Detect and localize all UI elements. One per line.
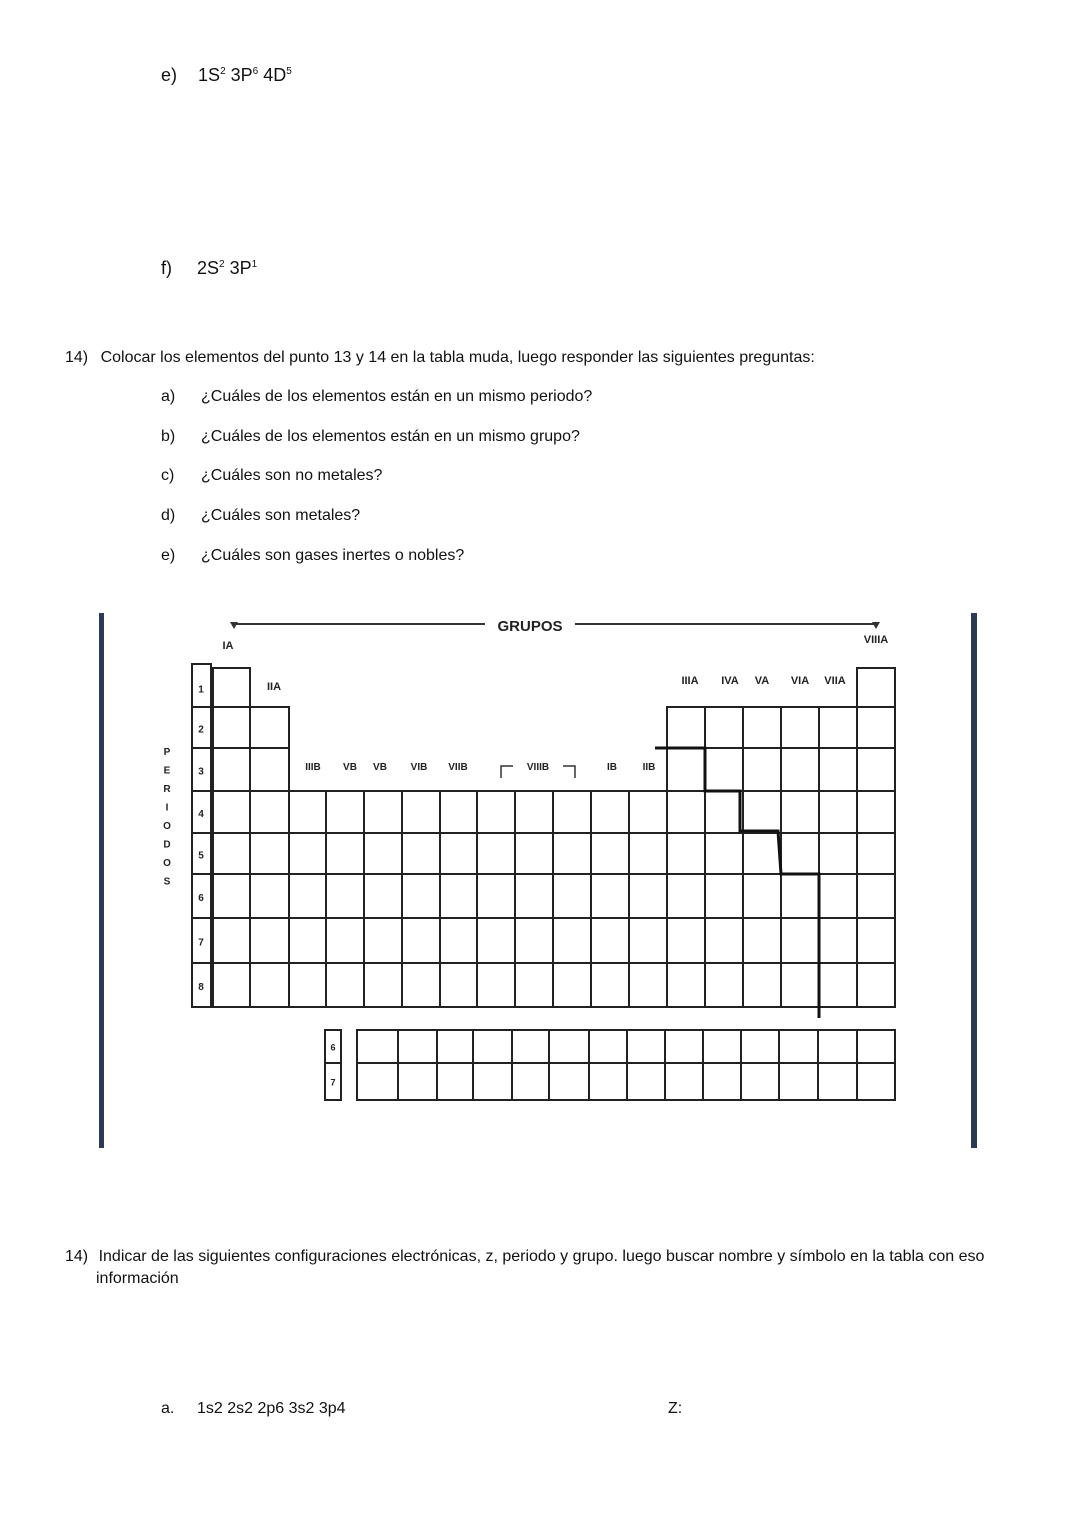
element-cell — [515, 918, 553, 963]
left-border — [99, 613, 104, 1148]
element-cell — [326, 874, 364, 918]
f-block-cell — [549, 1063, 589, 1100]
f-block-cell — [589, 1030, 627, 1063]
element-cell — [819, 833, 857, 874]
element-cell — [705, 791, 743, 833]
element-cell — [743, 833, 781, 874]
orbital-term: $1S^2$ — [198, 65, 226, 85]
period-number: 4 — [198, 809, 204, 820]
element-cell — [705, 918, 743, 963]
element-cell — [364, 918, 402, 963]
element-cell — [705, 833, 743, 874]
element-cell — [440, 918, 477, 963]
element-cell — [667, 963, 705, 1007]
element-cell — [440, 791, 477, 833]
periods-title-letter: E — [163, 765, 171, 777]
element-cell — [667, 791, 705, 833]
sub-question-text: ¿Cuáles de los elementos están en un mismo grupo? — [201, 427, 580, 445]
element-cell — [289, 963, 326, 1007]
electron-count: 5 — [286, 66, 292, 77]
element-cell — [781, 707, 819, 748]
f-block-cell — [473, 1030, 512, 1063]
element-cell — [857, 668, 895, 707]
element-cell — [477, 874, 515, 918]
item-label: f) — [161, 258, 172, 278]
element-cell — [629, 918, 667, 963]
sub-question-label: a) — [161, 388, 176, 405]
f-block-cell — [741, 1030, 779, 1063]
element-cell — [743, 874, 781, 918]
f-block-cell — [398, 1030, 437, 1063]
periods-title-letter: O — [163, 858, 171, 869]
f-block-cell — [857, 1030, 895, 1063]
sub-question-text: ¿Cuáles son gases inertes o nobles? — [201, 546, 465, 564]
f-block-cell — [398, 1063, 437, 1100]
element-cell — [289, 833, 326, 874]
period-number: 5 — [198, 850, 204, 862]
question-text: Colocar los elementos del punto 13 y 14 en la tabla muda, luego responder las siguientes preguntas: — [100, 349, 815, 366]
period-number: 6 — [198, 893, 204, 904]
element-cell — [857, 748, 895, 791]
element-cell — [213, 668, 250, 707]
element-cell — [477, 791, 515, 833]
element-cell — [515, 963, 553, 1007]
group-label-b: VB — [343, 762, 357, 773]
orbital-term: $3P^6$ — [225, 65, 259, 85]
element-cell — [477, 963, 515, 1007]
element-cell — [667, 833, 705, 874]
sub-question-label: b) — [161, 427, 176, 445]
item-label: a. — [161, 1400, 175, 1417]
group-label-viiia: VIIIA — [863, 634, 889, 646]
element-cell — [857, 918, 895, 963]
element-cell — [213, 963, 250, 1007]
f-block-cell — [589, 1063, 627, 1100]
element-cell — [743, 963, 781, 1007]
element-cell — [364, 874, 402, 918]
element-cell — [743, 707, 781, 748]
element-cell — [364, 833, 402, 874]
element-cell — [591, 791, 629, 833]
element-cell — [743, 748, 781, 791]
element-cell — [289, 918, 326, 963]
period-number: 1 — [198, 684, 204, 696]
element-cell — [250, 791, 289, 833]
question-number: 14) — [65, 349, 89, 366]
element-cell — [515, 833, 553, 874]
orbital-term: $2S^2$ — [197, 258, 225, 278]
f-block-cell — [357, 1030, 398, 1063]
element-cell — [250, 963, 289, 1007]
group-label-iib: IIB — [642, 762, 656, 773]
periods-title-letter: S — [163, 876, 171, 888]
group-label-b: VIB — [410, 762, 428, 773]
element-cell — [213, 748, 250, 791]
element-cell — [326, 918, 364, 963]
arrow-head-icon — [872, 622, 880, 629]
element-cell — [819, 963, 857, 1007]
element-cell — [326, 963, 364, 1007]
element-cell — [250, 707, 289, 748]
f-block-cell — [703, 1063, 741, 1100]
f-block-cell — [818, 1063, 857, 1100]
f-block-cell — [627, 1063, 665, 1100]
element-cell — [591, 833, 629, 874]
group-label-viiib: VIIIB — [526, 762, 550, 773]
sub-question-label: c) — [161, 467, 175, 485]
element-cell — [402, 874, 440, 918]
sub-question-text: ¿Cuáles son metales? — [201, 507, 361, 525]
element-cell — [781, 963, 819, 1007]
element-cell — [515, 791, 553, 833]
element-cell — [857, 707, 895, 748]
element-cell — [629, 791, 667, 833]
f-block-cell — [857, 1063, 895, 1100]
element-cell — [705, 707, 743, 748]
element-cell — [213, 791, 250, 833]
element-cell — [477, 918, 515, 963]
element-cell — [591, 918, 629, 963]
element-cell — [781, 748, 819, 791]
element-cell — [213, 874, 250, 918]
group-label-a: IIIA — [681, 675, 699, 687]
group-label-a: IVA — [721, 675, 739, 687]
element-cell — [781, 833, 819, 874]
element-cell — [289, 791, 326, 833]
element-cell — [591, 963, 629, 1007]
element-cell — [667, 874, 705, 918]
group-label-iia: IIA — [266, 681, 282, 693]
f-block-cell — [818, 1030, 857, 1063]
element-cell — [591, 874, 629, 918]
f-block-cell — [779, 1030, 818, 1063]
element-cell — [553, 963, 591, 1007]
period-number: 8 — [198, 982, 204, 993]
question-text-cont: información — [96, 1270, 179, 1287]
sub-question-text: ¿Cuáles de los elementos están en un mismo periodo? — [201, 388, 593, 405]
element-cell — [705, 874, 743, 918]
z-label: Z: — [668, 1400, 683, 1417]
element-cell — [250, 833, 289, 874]
config-formula: 1s2 2s2 2p6 3s2 3p4 — [197, 1400, 346, 1417]
element-cell — [477, 833, 515, 874]
element-cell — [250, 748, 289, 791]
group-label-b: IIIB — [305, 762, 321, 773]
element-cell — [402, 963, 440, 1007]
element-cell — [629, 833, 667, 874]
element-cell — [743, 791, 781, 833]
element-cell — [402, 833, 440, 874]
element-cell — [250, 874, 289, 918]
element-cell — [213, 707, 250, 748]
item-label: e) — [161, 65, 178, 85]
element-cell — [781, 918, 819, 963]
element-cell — [705, 963, 743, 1007]
element-cell — [857, 874, 895, 918]
f-block-cell — [665, 1063, 703, 1100]
f-block-cell — [473, 1063, 512, 1100]
question-number: 14) — [65, 1248, 89, 1265]
element-cell — [364, 791, 402, 833]
element-cell — [213, 833, 250, 874]
periods-title-letter: D — [163, 839, 171, 851]
electron-count: 1 — [251, 259, 258, 270]
question-14b-title — [65, 1248, 984, 1266]
element-cell — [819, 918, 857, 963]
group-label-a: VA — [754, 675, 770, 687]
element-cell — [440, 963, 477, 1007]
f-block-cell — [437, 1030, 473, 1063]
period-number: 7 — [198, 937, 204, 949]
element-cell — [289, 874, 326, 918]
periods-title-letter: R — [163, 784, 171, 795]
element-cell — [667, 707, 705, 748]
f-block-period-number: 6 — [330, 1042, 336, 1053]
element-cell — [553, 833, 591, 874]
element-cell — [515, 874, 553, 918]
element-cell — [326, 791, 364, 833]
f-block-cell — [357, 1063, 398, 1100]
periods-title-letter: O — [163, 821, 171, 832]
right-border — [971, 613, 977, 1148]
f-block-cell — [741, 1063, 779, 1100]
electron-count: 2 — [220, 66, 226, 77]
group-label-b: VIIB — [448, 762, 468, 773]
arrow-head-icon — [230, 622, 238, 629]
f-block-cell — [627, 1030, 665, 1063]
f-block-cell — [437, 1063, 473, 1100]
f-block-cell — [703, 1030, 741, 1063]
f-block-cell — [512, 1063, 549, 1100]
f-block-cell — [512, 1030, 549, 1063]
element-cell — [553, 874, 591, 918]
element-cell — [819, 874, 857, 918]
element-cell — [819, 791, 857, 833]
element-cell — [629, 874, 667, 918]
group-label-b: VB — [373, 762, 387, 773]
sub-question-label: d) — [161, 507, 176, 525]
element-cell — [553, 918, 591, 963]
periods-title-letter: P — [163, 747, 171, 758]
group-label-ia: IA — [222, 640, 234, 652]
question-text: Indicar de las siguientes configuraciones electrónicas, z, periodo y grupo. luego buscar nombre y símbolo en la tabla con eso — [98, 1248, 985, 1265]
f-block-period-number: 7 — [330, 1077, 336, 1088]
f-block-cell — [549, 1030, 589, 1063]
element-cell — [402, 918, 440, 963]
sub-question-label: e) — [161, 546, 176, 564]
element-cell — [819, 748, 857, 791]
element-cell — [629, 963, 667, 1007]
f-block-cell — [779, 1063, 818, 1100]
element-cell — [857, 791, 895, 833]
element-cell — [440, 833, 477, 874]
element-cell — [364, 963, 402, 1007]
group-label-ib: IB — [607, 762, 617, 773]
element-cell — [819, 707, 857, 748]
orbital-term: $4D^5$ — [258, 65, 292, 85]
element-cell — [440, 874, 477, 918]
element-cell — [326, 833, 364, 874]
element-cell — [213, 918, 250, 963]
element-cell — [857, 833, 895, 874]
sub-question-text: ¿Cuáles son no metales? — [201, 467, 383, 485]
group-label-a: VIIA — [824, 675, 846, 687]
element-cell — [250, 918, 289, 963]
electron-count: 2 — [219, 259, 225, 270]
element-cell — [667, 748, 705, 791]
element-cell — [781, 791, 819, 833]
element-cell — [705, 748, 743, 791]
element-cell — [553, 791, 591, 833]
group-label-a: VIA — [790, 675, 810, 687]
element-cell — [857, 963, 895, 1007]
periods-title-letter: I — [165, 802, 169, 814]
groups-title: GRUPOS — [497, 618, 563, 635]
f-block-cell — [665, 1030, 703, 1063]
element-cell — [667, 918, 705, 963]
period-number: 2 — [198, 724, 204, 736]
period-number: 3 — [198, 766, 204, 778]
orbital-term: $3P^1$ — [224, 258, 258, 278]
element-cell — [402, 791, 440, 833]
metal-nonmetal-divider — [655, 748, 819, 1018]
element-cell — [781, 874, 819, 918]
electron-count: 6 — [252, 66, 259, 77]
element-cell — [743, 918, 781, 963]
